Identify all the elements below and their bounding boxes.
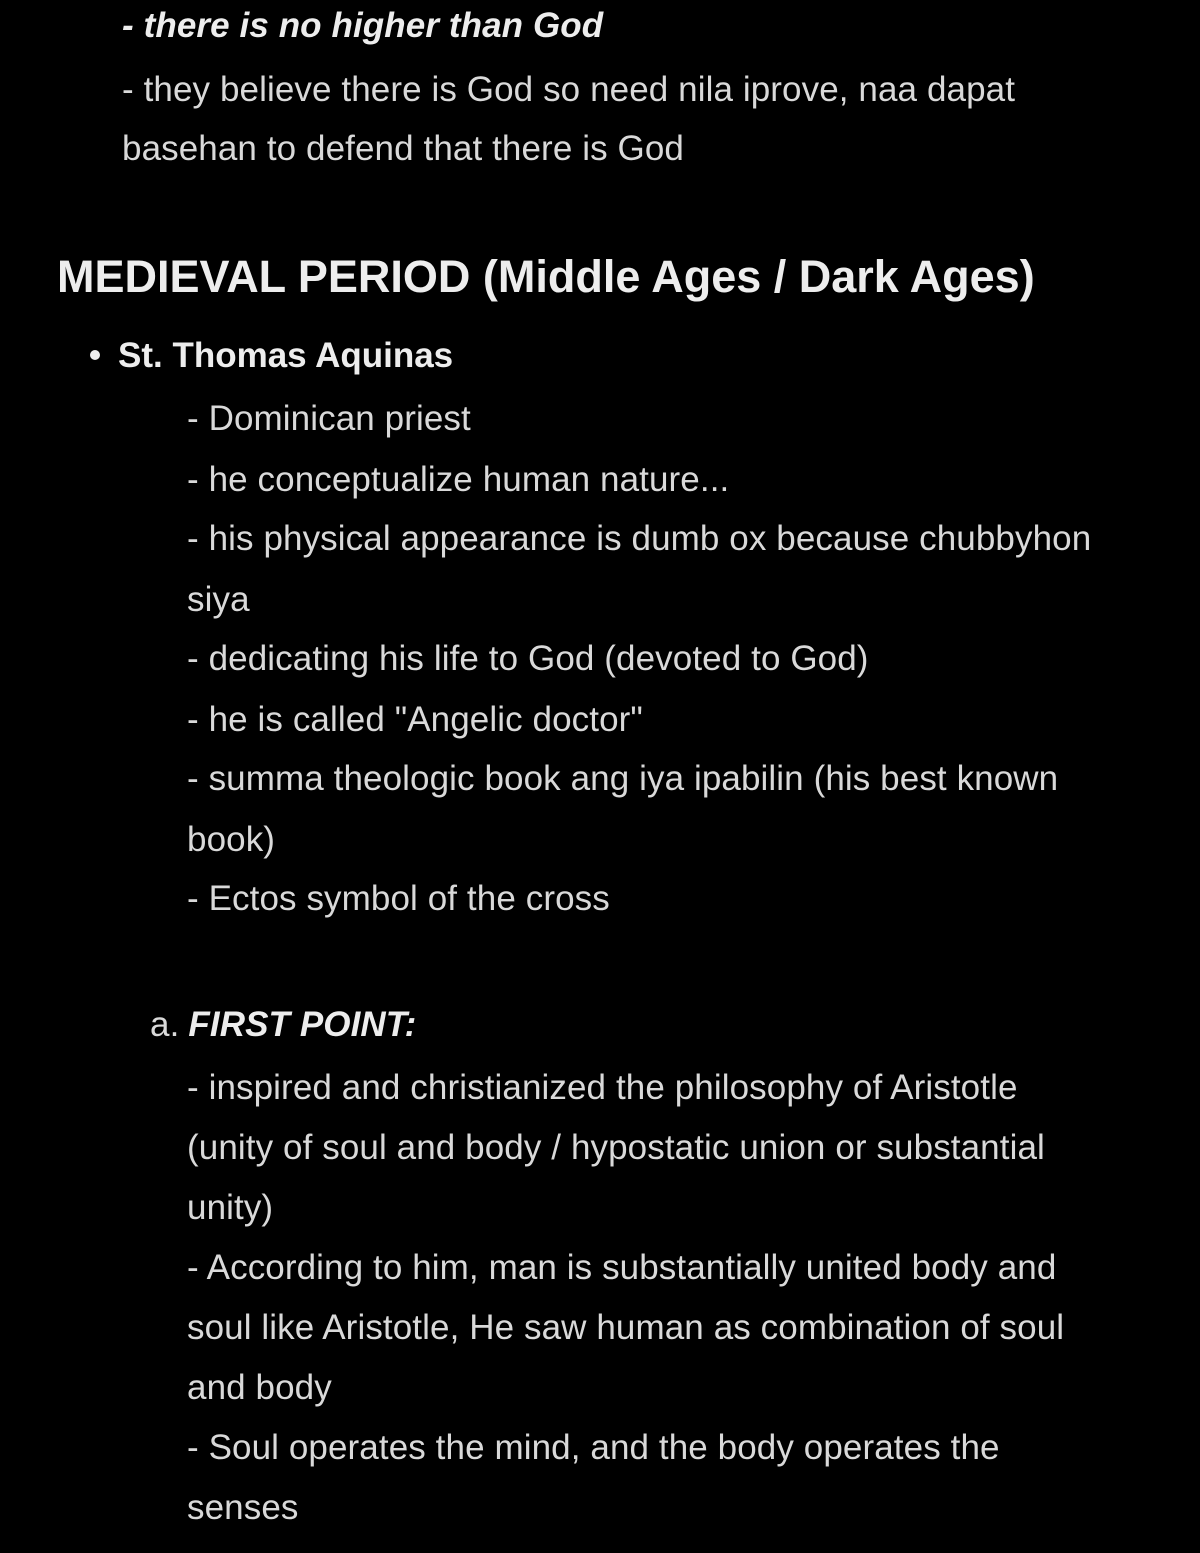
first-point-title: FIRST POINT: bbox=[188, 1005, 417, 1044]
point-line: - According to him, man is substantially united body and bbox=[187, 1248, 1057, 1287]
note-line: - Dominican priest bbox=[187, 399, 471, 438]
point-line: senses bbox=[187, 1488, 299, 1527]
point-line: unity) bbox=[187, 1188, 274, 1227]
intro-line-1: - there is no higher than God bbox=[122, 6, 604, 45]
point-line: soul like Aristotle, He saw human as combination of soul bbox=[187, 1308, 1065, 1347]
note-line: - dedicating his life to God (devoted to God) bbox=[187, 639, 869, 678]
note-line: - he is called "Angelic doctor" bbox=[187, 700, 643, 739]
note-line: siya bbox=[187, 580, 250, 619]
person-name: St. Thomas Aquinas bbox=[118, 336, 454, 375]
point-line: - inspired and christianized the philosophy of Aristotle bbox=[187, 1068, 1018, 1107]
section-heading: MEDIEVAL PERIOD (Middle Ages / Dark Ages) bbox=[57, 251, 1035, 302]
bullet-dot-icon bbox=[90, 350, 100, 360]
point-line: - Soul operates the mind, and the body operates the bbox=[187, 1428, 1000, 1467]
note-line: - Ectos symbol of the cross bbox=[187, 879, 610, 918]
note-line: - his physical appearance is dumb ox because chubbyhon bbox=[187, 519, 1092, 558]
intro-line-3: basehan to defend that there is God bbox=[122, 129, 684, 168]
note-line: - summa theologic book ang iya ipabilin (his best known bbox=[187, 759, 1059, 798]
point-line: and body bbox=[187, 1368, 332, 1407]
intro-line-2: - they believe there is God so need nila iprove, naa dapat bbox=[122, 70, 1016, 109]
bullet-item-aquinas bbox=[90, 326, 453, 386]
list-marker: a. bbox=[150, 1005, 180, 1044]
note-line: - he conceptualize human nature... bbox=[187, 460, 730, 499]
point-line: (unity of soul and body / hypostatic union or substantial bbox=[187, 1128, 1045, 1167]
first-point-header bbox=[150, 995, 416, 1055]
note-line: book) bbox=[187, 820, 276, 859]
